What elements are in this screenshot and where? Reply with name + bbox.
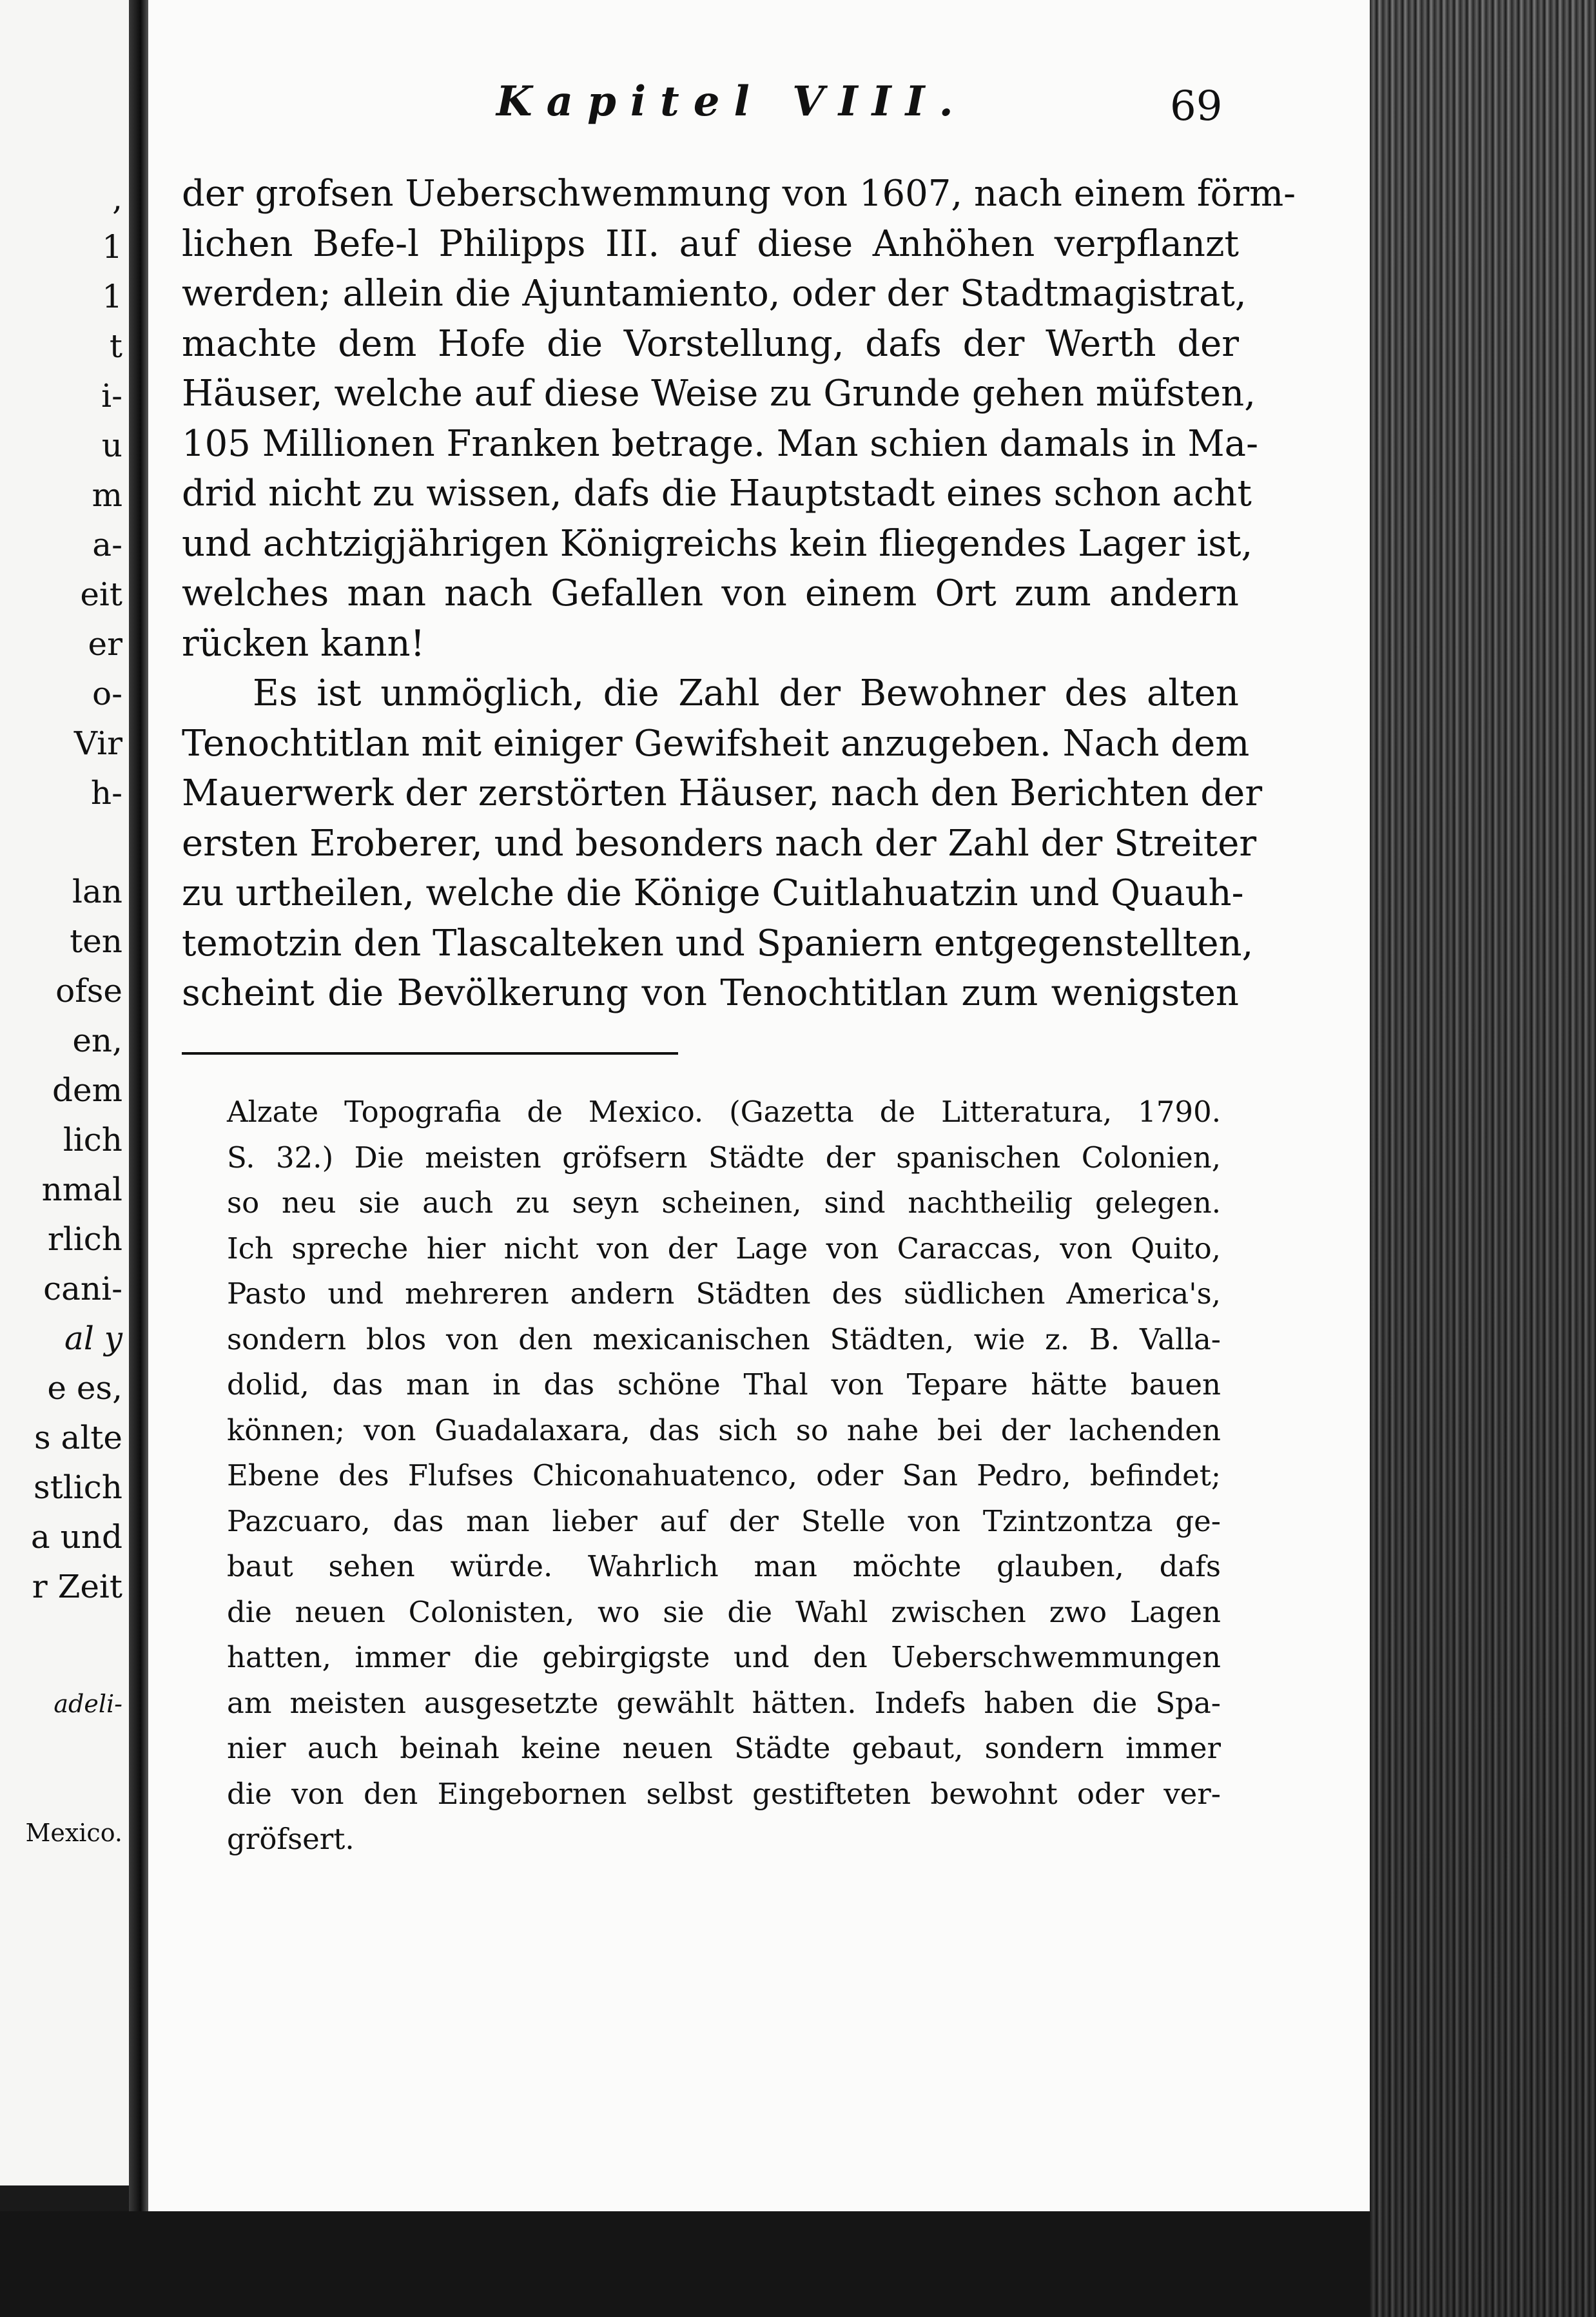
text-line: ersten Eroberer, und besonders nach der Zahl der Streiter: [182, 822, 1257, 865]
footnote-separator: [182, 1052, 678, 1055]
footnote-line: Ebene des Flufses Chiconahuatenco, oder San Pedro, befindet;: [227, 1458, 1221, 1492]
facing-page-text: al y: [64, 1320, 122, 1357]
facing-page-text: Vir: [73, 725, 122, 762]
footnote-line: dolid, das man in das schöne Thal von Tepare hätte bauen: [227, 1367, 1221, 1402]
footnote-line: so neu sie auch zu seyn scheinen, sind nachtheilig gelegen.: [227, 1186, 1221, 1220]
facing-page-text: e es,: [47, 1369, 122, 1407]
facing-page-text: en,: [72, 1022, 122, 1059]
text-line: rücken kann!: [182, 622, 425, 665]
text-line: 105 Millionen Franken betrage. Man schien damals in Ma-: [182, 422, 1258, 465]
running-title: Kapitel VIII.: [496, 77, 968, 126]
facing-page-text: i-: [101, 377, 122, 415]
footnote-line: S. 32.) Die meisten gröfsern Städte der spanischen Colonien,: [227, 1140, 1221, 1175]
facing-page-text: Mexico.: [25, 1819, 122, 1847]
footnote-line: können; von Guadalaxara, das sich so nahe bei der lachenden: [227, 1413, 1221, 1447]
text-line: Es ist unmöglich, die Zahl der Bewohner des alten: [253, 672, 1239, 714]
footnote-line: gröfsert.: [227, 1822, 355, 1856]
facing-page-text: u: [101, 427, 122, 464]
footnote-line: sondern blos von den mexicanischen Städten, wie z. B. Valla-: [227, 1322, 1221, 1356]
facing-page-text: t: [109, 328, 122, 365]
text-line: drid nicht zu wissen, dafs die Hauptstadt eines schon acht: [182, 473, 1252, 514]
facing-page-text: a-: [92, 526, 122, 563]
book-page: [148, 0, 1370, 2211]
facing-page-text: eit: [80, 576, 122, 613]
footnote: [227, 1090, 1221, 1862]
facing-page-text: 1: [102, 278, 122, 315]
footnote-line: Pasto und mehreren andern Städten des südlichen America's,: [227, 1276, 1221, 1311]
scan-background: [0, 2211, 1370, 2317]
facing-page-text: cani-: [43, 1270, 122, 1307]
body-text: [182, 169, 1296, 1019]
facing-page-text: nmal: [41, 1171, 122, 1208]
text-line: scheint die Bevölkerung von Tenochtitlan zum wenigsten: [182, 972, 1239, 1014]
text-line: der grofsen Ueberschwemmung von 1607, nach einem förm-: [182, 173, 1296, 215]
footnote-line: die neuen Colonisten, wo sie die Wahl zwischen zwo Lagen: [227, 1594, 1221, 1629]
facing-page-text: lan: [72, 873, 122, 910]
facing-page-text: dem: [52, 1071, 122, 1109]
footnote-line: Alzate Topografia de Mexico. (Gazetta de Litteratura, 1790.: [227, 1095, 1221, 1129]
text-line: machte dem Hofe die Vorstellung, dafs der Werth der: [182, 322, 1239, 365]
facing-page-text: r Zeit: [32, 1568, 122, 1605]
page-edge-shadow: [1370, 0, 1596, 2317]
facing-page-text: ofse: [55, 972, 122, 1010]
page-number: 69: [1170, 83, 1223, 130]
footnote-line: die von den Eingebornen selbst gestifteten bewohnt oder ver-: [227, 1776, 1221, 1811]
footnote-line: hatten, immer die gebirgigste und den Ueberschwemmungen: [227, 1640, 1221, 1674]
footnote-line: baut sehen würde. Wahrlich man möchte glauben, dafs: [227, 1549, 1221, 1583]
facing-page-text: rlich: [47, 1220, 122, 1258]
facing-page-text: ,: [112, 180, 122, 217]
text-line: und achtzigjährigen Königreichs kein fliegendes Lager ist,: [182, 522, 1253, 565]
footnote-line: am meisten ausgesetzte gewählt hätten. Indefs haben die Spa-: [227, 1685, 1221, 1720]
book-gutter: [129, 0, 148, 2211]
text-line: welches man nach Gefallen von einem Ort zum andern: [182, 572, 1239, 614]
facing-page-text: er: [88, 625, 122, 663]
facing-page-text: s alte: [34, 1419, 122, 1456]
footnote-line: nier auch beinah keine neuen Städte gebaut, sondern immer: [227, 1731, 1221, 1765]
facing-page-text: adeli-: [54, 1690, 122, 1718]
facing-page-text: m: [92, 476, 122, 514]
facing-page-text: ten: [70, 923, 122, 960]
footnote-line: Ich spreche hier nicht von der Lage von Caraccas, von Quito,: [227, 1231, 1221, 1266]
text-line: temotzin den Tlascalteken und Spaniern entgegenstellten,: [182, 922, 1254, 964]
text-line: zu urtheilen, welche die Könige Cuitlahuatzin und Quauh-: [182, 872, 1244, 914]
text-line: lichen Befe-l Philipps III. auf diese Anhöhen verpflanzt: [182, 222, 1239, 265]
text-line: Häuser, welche auf diese Weise zu Grunde gehen müfsten,: [182, 373, 1256, 415]
text-line: Tenochtitlan mit einiger Gewifsheit anzugeben. Nach dem: [182, 722, 1250, 765]
facing-page-text: lich: [63, 1121, 122, 1158]
facing-page-text: 1: [102, 228, 122, 266]
facing-page-text: a und: [30, 1518, 122, 1556]
text-line: Mauerwerk der zerstörten Häuser, nach den Berichten der: [182, 772, 1263, 814]
text-line: werden; allein die Ajuntamiento, oder der Stadtmagistrat,: [182, 273, 1247, 315]
facing-page-text: h-: [90, 774, 122, 812]
facing-page-fragment: [0, 0, 129, 2185]
facing-page-text: stlich: [34, 1469, 122, 1506]
footnote-line: Pazcuaro, das man lieber auf der Stelle von Tzintzontza ge-: [227, 1503, 1221, 1538]
facing-page-text: o-: [92, 675, 122, 712]
